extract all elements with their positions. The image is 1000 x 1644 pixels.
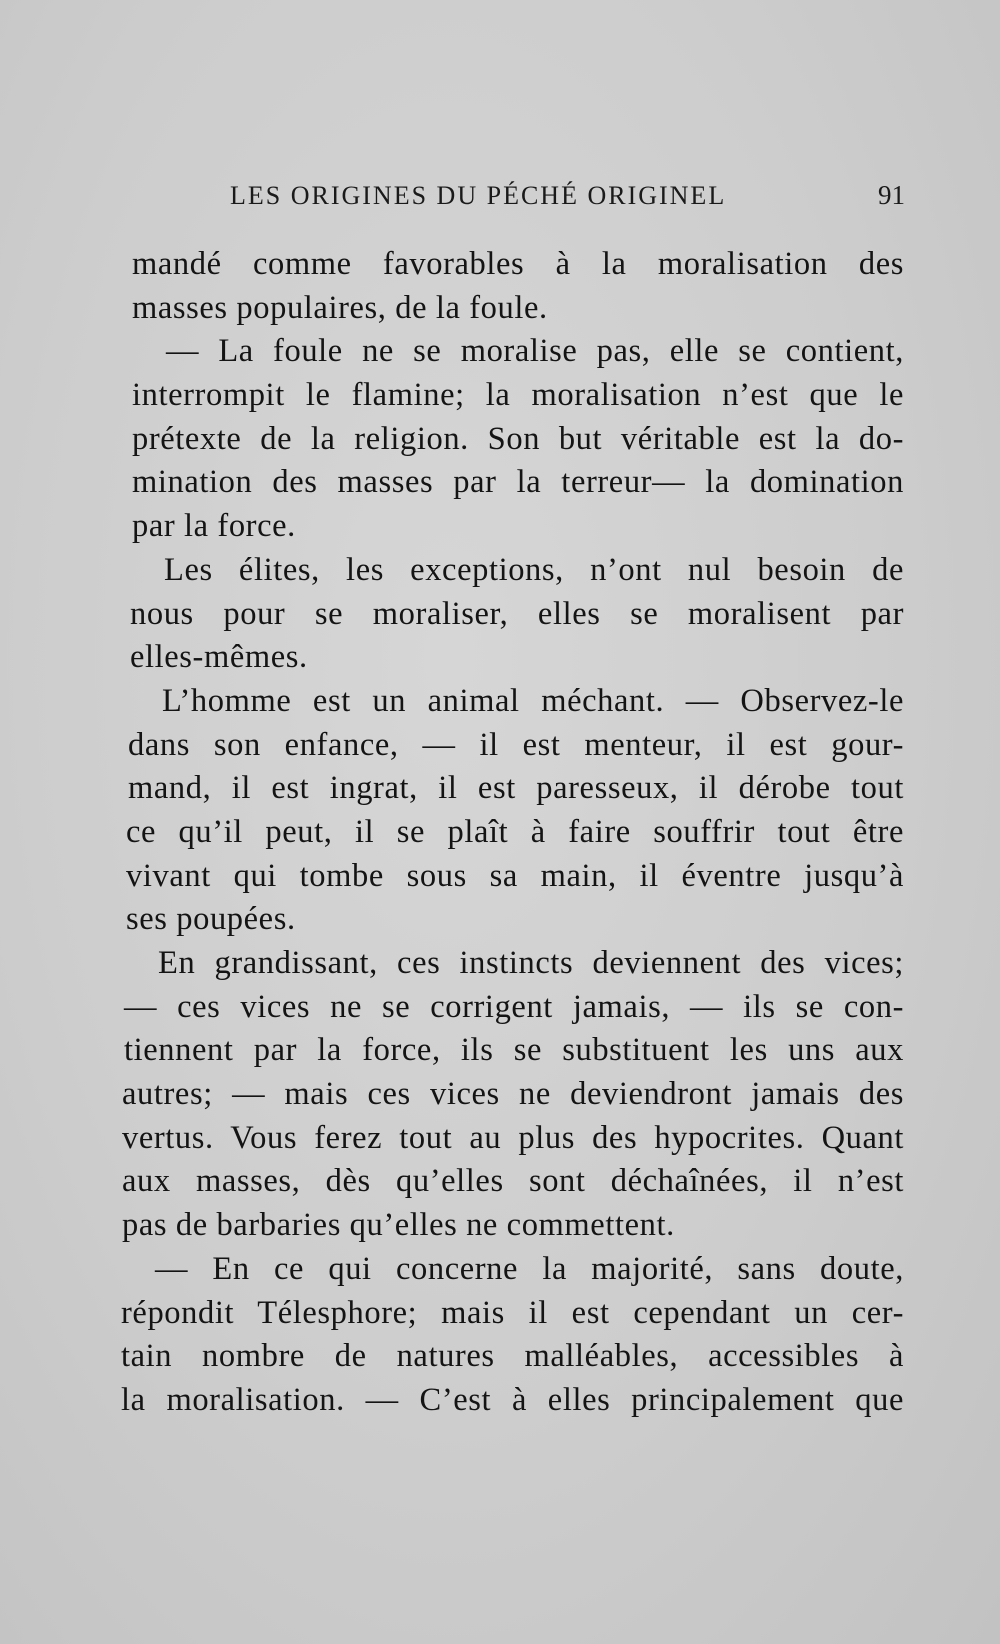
text-line: En grandissant, ces instincts deviennent des vices; (158, 945, 904, 981)
text-line: Les élites, les exceptions, n’ont nul besoin de (164, 551, 904, 588)
text-line: ses poupées. (126, 901, 296, 938)
text-line: répondit Télesphore; mais il est cependant un cer- (121, 1294, 904, 1331)
text-line: nous pour se moraliser, elles se moralisent par (130, 595, 904, 632)
text-line: — La foule ne se moralise pas, elle se contient, (166, 333, 904, 370)
running-title: LES ORIGINES DU PÉCHÉ ORIGINEL (230, 181, 727, 210)
text-line: prétexte de la religion. Son but véritable est la do- (132, 420, 904, 457)
text-line: mand, il est ingrat, il est paresseux, il dérobe tout (128, 770, 904, 807)
text-line: la moralisation. — C’est à elles principalement que (121, 1381, 904, 1418)
body-text (121, 243, 904, 1423)
text-line: — En ce qui concerne la majorité, sans doute, (155, 1250, 904, 1287)
text-line: interrompit le flamine; la moralisation n’est que le (132, 377, 904, 414)
text-line: elles-mêmes. (130, 639, 308, 676)
text-line: vertus. Vous ferez tout au plus des hypocrites. Quant (122, 1119, 904, 1156)
text-line: tiennent par la force, ils se substituent les uns aux (124, 1032, 904, 1069)
text-line: dans son enfance, — il est menteur, il est gour- (128, 726, 904, 763)
text-line: — ces vices ne se corrigent jamais, — ils se con- (124, 988, 904, 1025)
text-line: pas de barbaries qu’elles ne commettent. (122, 1207, 675, 1244)
text-line: par la force. (132, 508, 296, 545)
text-line: L’homme est un animal méchant. — Observez-le (162, 682, 904, 719)
text-line: autres; — mais ces vices ne deviendront jamais des (122, 1076, 904, 1113)
page-number: 91 (878, 180, 905, 210)
text-line: masses populaires, de la foule. (132, 289, 548, 326)
text-line: tain nombre de natures malléables, accessibles à (121, 1338, 904, 1375)
text-line: mination des masses par la terreur— la domination (132, 464, 904, 501)
text-line: ce qu’il peut, il se plaît à faire souffrir tout être (126, 813, 904, 850)
running-head (230, 180, 905, 220)
text-line: vivant qui tombe sous sa main, il éventre jusqu’à (126, 857, 904, 894)
text-line: aux masses, dès qu’elles sont déchaînées, il n’est (122, 1163, 904, 1200)
text-line: mandé comme favorables à la moralisation des (132, 246, 904, 282)
